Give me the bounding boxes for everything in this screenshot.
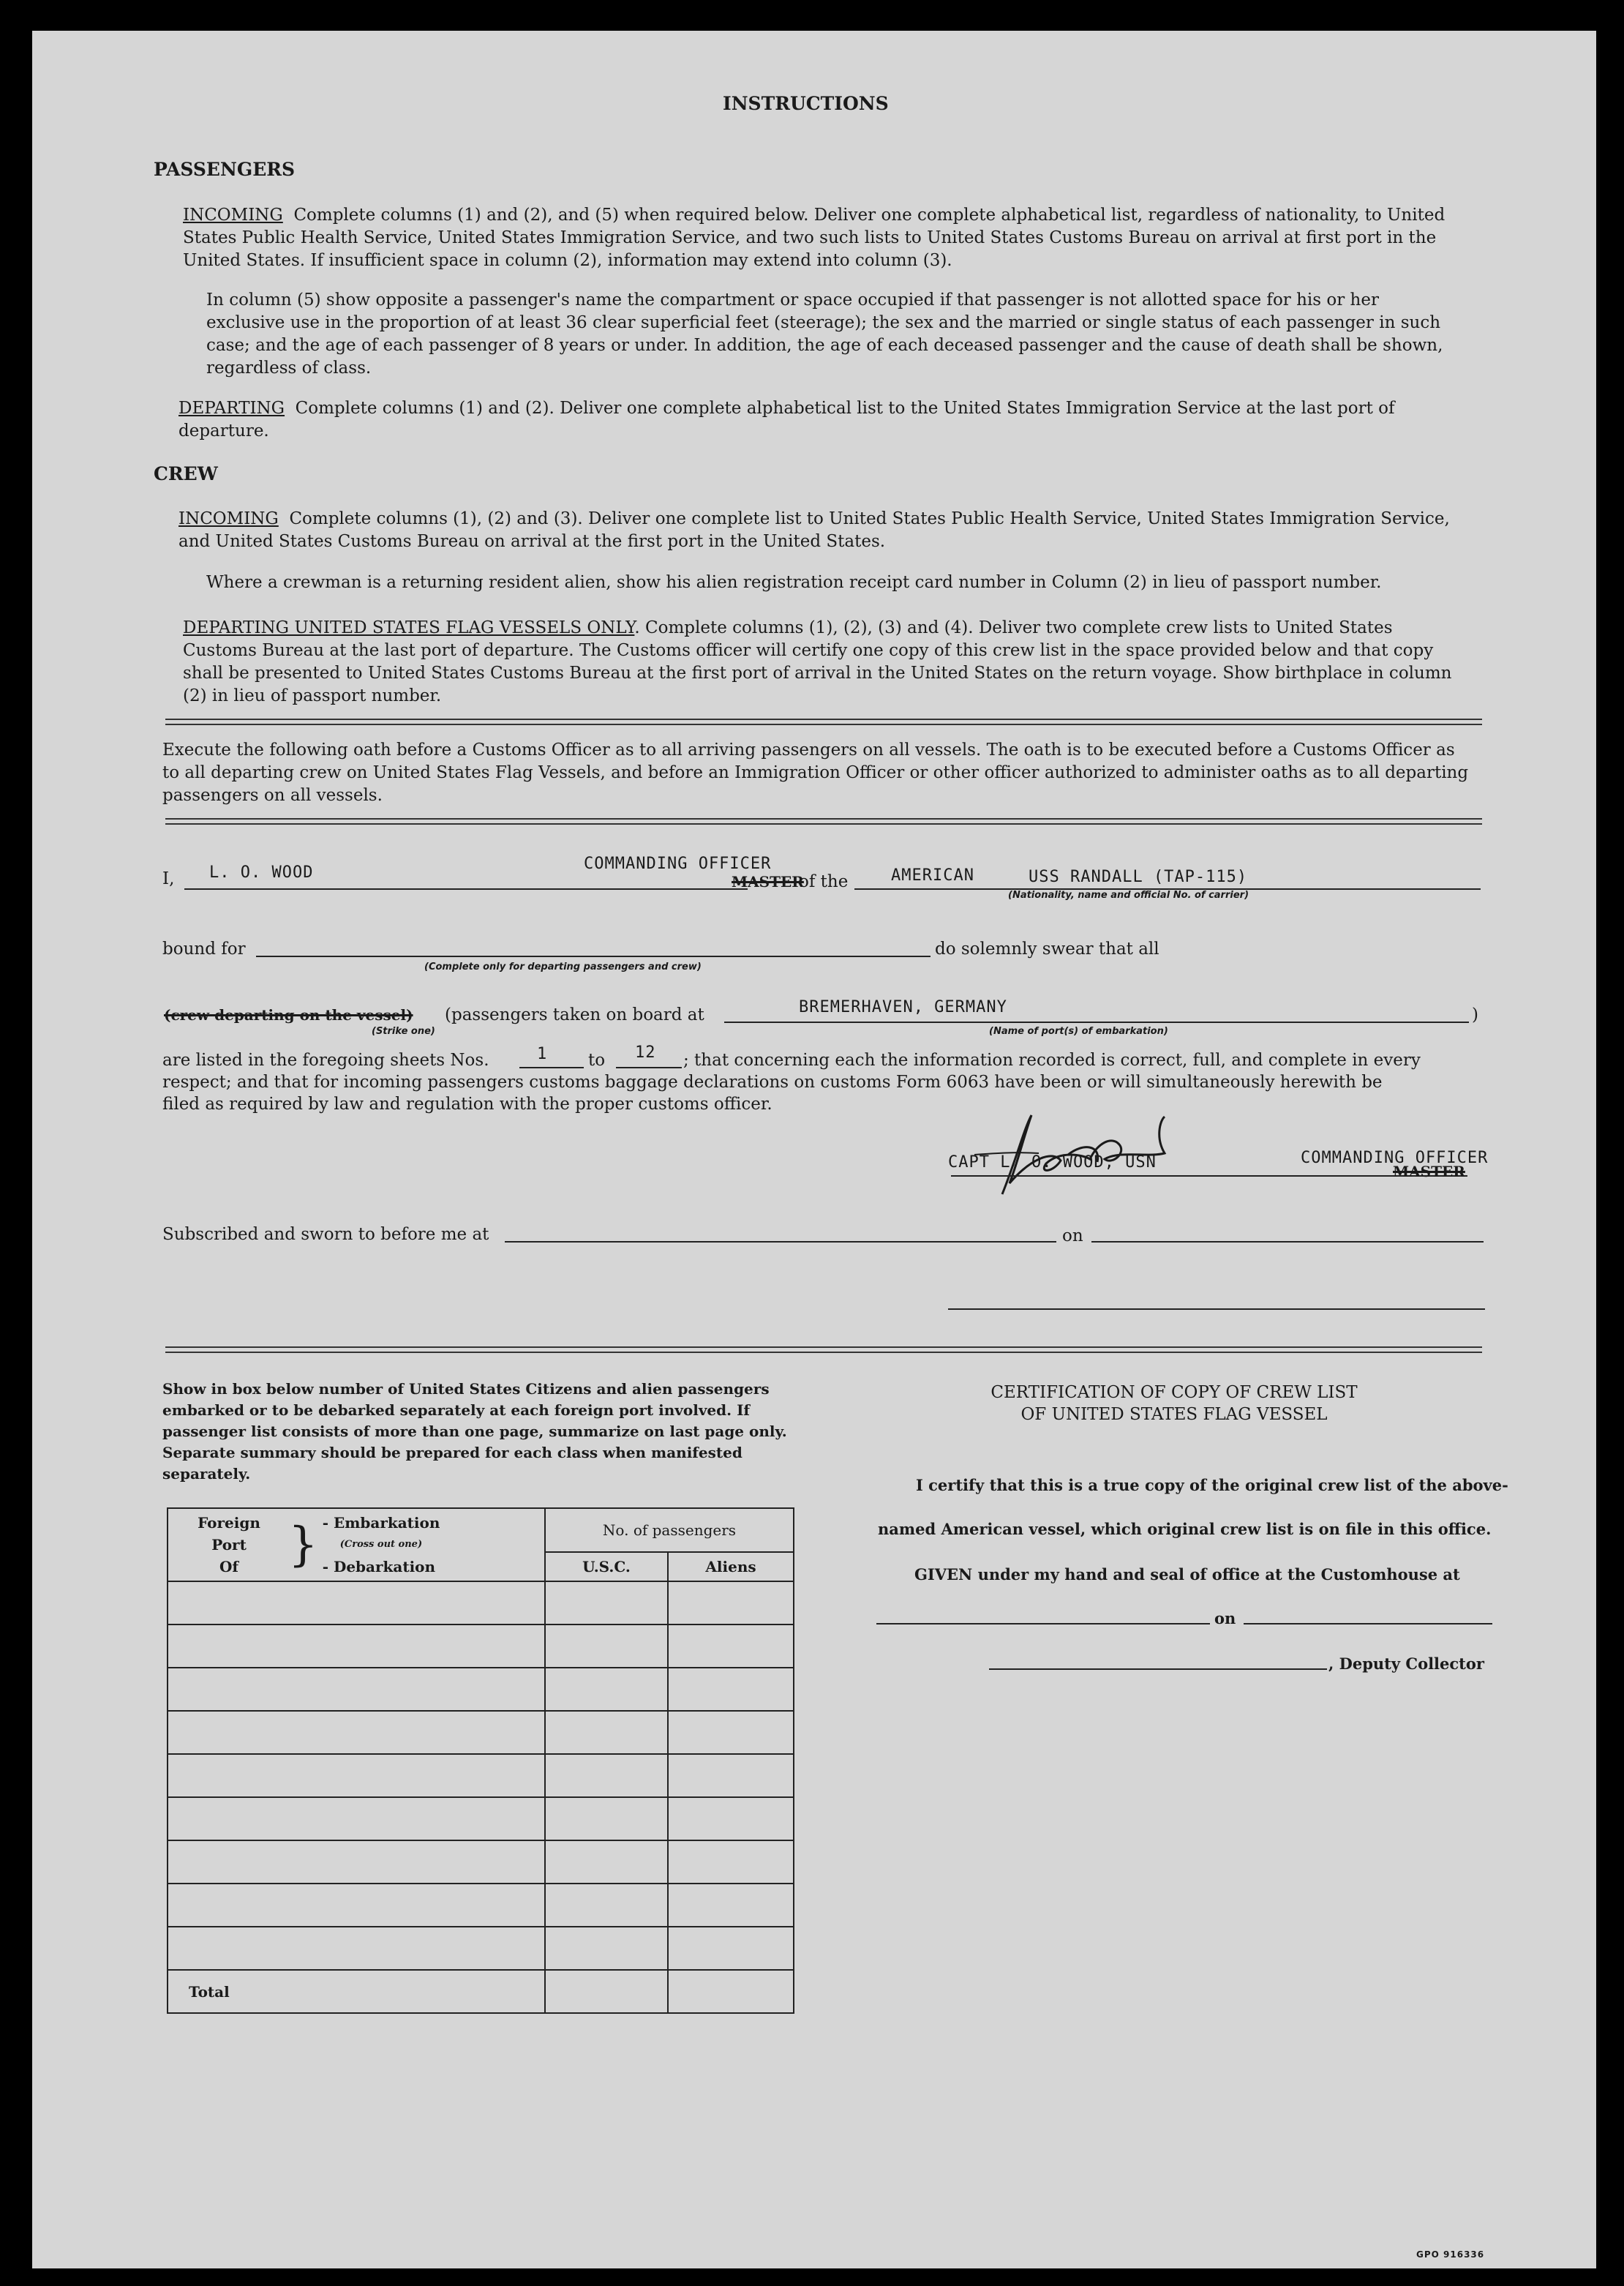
port-cell[interactable] [168, 1581, 545, 1624]
table-row [168, 1840, 794, 1884]
passengers-heading: PASSENGERS [154, 159, 296, 180]
crew-incoming-label: INCOMING [178, 509, 279, 528]
usc-cell[interactable] [545, 1797, 668, 1840]
passengers-incoming-paragraph [183, 204, 1457, 272]
oath-vessel: USS RANDALL (TAP-115) [1029, 868, 1248, 886]
port-cell[interactable] [168, 1884, 545, 1927]
total-usc-cell[interactable] [545, 1970, 668, 2013]
certification-date-line [1244, 1623, 1492, 1624]
aliens-cell[interactable] [668, 1884, 794, 1927]
signature-typed: CAPT L. O. WOOD, USN [948, 1153, 1157, 1172]
oath-name: L. O. WOOD [209, 863, 314, 882]
carrier-caption: (Nationality, name and official No. of carrier) [1008, 890, 1249, 901]
table-row [168, 1581, 794, 1624]
crew-departing-text: . Complete columns (1), (2), (3) and (4). Deliver two complete crew lists to United States Customs Bureau at the last port of departure. The Customs officer will certify one copy of this crew list in the space provided below and that copy shall be presented to United States Customs Bureau at the first port of arrival in the United States on the return voyage. Show birthplace in column (2) in lieu of passport number. [183, 618, 1452, 705]
port-embarkation: BREMERHAVEN, GERMANY [799, 998, 1007, 1016]
oath-title-typed: COMMANDING OFFICER [584, 855, 772, 873]
subscribed-place-line [505, 1241, 1056, 1243]
crew-departing-paragraph [183, 617, 1457, 708]
aliens-cell[interactable] [668, 1754, 794, 1797]
usc-cell[interactable] [545, 1581, 668, 1624]
deputy-collector-line [989, 1668, 1327, 1670]
bound-caption: (Complete only for departing passengers and crew) [424, 962, 702, 973]
usc-header: U.S.C. [545, 1552, 668, 1581]
customhouse-line [876, 1623, 1210, 1624]
subscribed-on-label: on [1062, 1226, 1083, 1245]
sheet-from-line [519, 1067, 584, 1068]
listed-rest-3: filed as required by law and regulation with the proper customs officer. [162, 1095, 772, 1114]
usc-cell[interactable] [545, 1711, 668, 1754]
foreign-label: Foreign [198, 1514, 260, 1532]
usc-cell[interactable] [545, 1668, 668, 1711]
signature-line [951, 1175, 1467, 1177]
sheet-to: 12 [635, 1043, 656, 1062]
crew-heading: CREW [154, 463, 218, 484]
ports-table [167, 1507, 794, 2014]
certification-line-2: named American vessel, which original crew list is on file in this office. [878, 1520, 1492, 1538]
aliens-cell[interactable] [668, 1797, 794, 1840]
aliens-cell[interactable] [668, 1624, 794, 1668]
debarkation-label: - Debarkation [322, 1558, 436, 1575]
subscribed-date-line [1091, 1241, 1484, 1243]
port-cell[interactable] [168, 1624, 545, 1668]
embarkation-label: - Embarkation [322, 1514, 440, 1532]
port-cell[interactable] [168, 1668, 545, 1711]
table-row [168, 1797, 794, 1840]
crew-resident-paragraph: Where a crewman is a returning resident alien, show his alien registration receipt card number in Column (2) in lieu of passport number. [206, 573, 1382, 592]
usc-cell[interactable] [545, 1884, 668, 1927]
swear-text: do solemnly swear that all [935, 940, 1159, 959]
usc-cell[interactable] [545, 1624, 668, 1668]
bound-for-line [256, 956, 931, 957]
certification-title-2: OF UNITED STATES FLAG VESSEL [1020, 1405, 1328, 1424]
no-passengers-header: No. of passengers [545, 1508, 794, 1552]
passengers-departing-label: DEPARTING [178, 399, 285, 418]
listed-prefix: are listed in the foregoing sheets Nos. [162, 1051, 489, 1070]
page-title: INSTRUCTIONS [723, 93, 889, 114]
port-cell[interactable] [168, 1840, 545, 1884]
strike-caption: (Strike one) [372, 1026, 435, 1037]
port-cell[interactable] [168, 1927, 545, 1970]
port-caption: (Name of port(s) of embarkation) [989, 1026, 1168, 1037]
oath-of-the: of the [799, 872, 849, 891]
sheet-from: 1 [537, 1045, 548, 1063]
oath-intro: Execute the following oath before a Customs Officer as to all arriving passengers on all vessels. The oath is to be executed before a Customs Officer as to all departing crew on United States Flag Vessels, and before an Immigration Officer or other officer authorized to administer oaths as to all departing passengers on all vessels. [162, 741, 1469, 805]
aliens-cell[interactable] [668, 1927, 794, 1970]
signer-title: COMMANDING OFFICER [1301, 1149, 1489, 1167]
passengers-column5-paragraph: In column (5) show opposite a passenger's name the compartment or space occupied if that passenger is not allotted space for his or her exclusive use in the proportion of at least 36 clear superficial feet (steerage); the sex and the married or single status of each passenger in such case; and the age of each passenger of 8 years or under. In addition, the age of each deceased passenger and the cause of death shall be shown, regardless of class. [206, 291, 1443, 378]
signer-master-struck: MASTER [1393, 1163, 1465, 1180]
section-divider [165, 1346, 1482, 1353]
aliens-cell[interactable] [668, 1581, 794, 1624]
usc-cell[interactable] [545, 1754, 668, 1797]
section-divider [165, 818, 1482, 825]
embarkation-line [724, 1022, 1469, 1023]
usc-cell[interactable] [545, 1927, 668, 1970]
aliens-header: Aliens [668, 1552, 794, 1581]
port-cell[interactable] [168, 1711, 545, 1754]
table-row [168, 1668, 794, 1711]
port-cell[interactable] [168, 1754, 545, 1797]
crew-incoming-paragraph [178, 508, 1460, 553]
certification-line-1: I certify that this is a true copy of the original crew list of the above- [916, 1476, 1508, 1494]
summary-note: Show in box below number of United States Citizens and alien passengers embarked or to be debarked separately at each foreign port involved. If passenger list consists of more than one page, summarize on last page only. Separate summary should be prepared for each class when manifested separately. [162, 1380, 787, 1483]
passengers-incoming-text: Complete columns (1) and (2), and (5) when required below. Deliver one complete alphabetical list, regardless of nationality, to United States Public Health Service, United States Immigration Service, and two such lists to United States Customs Bureau on arrival at first port in the United States. If insufficient space in column (2), information may extend into column (3). [183, 206, 1446, 270]
footer-code: GPO 916336 [1416, 2249, 1485, 2260]
aliens-cell[interactable] [668, 1668, 794, 1711]
listed-rest-1: ; that concerning each the information recorded is correct, full, and complete in every [683, 1051, 1421, 1070]
to-label: to [588, 1051, 606, 1070]
crew-departing-label: DEPARTING UNITED STATES FLAG VESSELS ONLY [183, 618, 635, 637]
struck-crew-option: (crew departing on the vessel) [164, 1006, 413, 1024]
table-row [168, 1927, 794, 1970]
total-row [168, 1970, 794, 2013]
of-label: Of [219, 1558, 239, 1575]
listed-rest-2: respect; and that for incoming passengers customs baggage declarations on customs Form 6063 have been or will simultaneously herewith be [162, 1073, 1383, 1092]
crew-incoming-text: Complete columns (1), (2) and (3). Deliver one complete list to United States Public Health Service, United States Immigration Service, and United States Customs Bureau on arrival at the first port in the United States. [178, 509, 1450, 551]
passengers-departing-text: Complete columns (1) and (2). Deliver one complete alphabetical list to the United States Immigration Service at the last port of departure. [178, 399, 1395, 441]
oath-master-struck: MASTER [732, 873, 804, 891]
usc-cell[interactable] [545, 1840, 668, 1884]
certification-title-1: CERTIFICATION OF COPY OF CREW LIST [990, 1383, 1358, 1402]
port-header-cell: Foreign Port Of } - Embarkation (Cross out one) - Debarkation [168, 1508, 545, 1581]
table-row [168, 1754, 794, 1797]
port-cell[interactable] [168, 1797, 545, 1840]
sheet-to-line [616, 1067, 682, 1068]
passengers-incoming-label: INCOMING [183, 206, 283, 225]
handwritten-signature [973, 1106, 1222, 1202]
total-label: Total [168, 1970, 545, 2013]
table-row [168, 1624, 794, 1668]
subscribed-label: Subscribed and sworn to before me at [162, 1225, 489, 1244]
oath-i-label: I, [162, 869, 175, 888]
close-paren: ) [1472, 1005, 1478, 1024]
table-row [168, 1884, 794, 1927]
port-label: Port [211, 1536, 247, 1554]
deputy-collector-label: , Deputy Collector [1328, 1654, 1484, 1673]
aliens-cell[interactable] [668, 1840, 794, 1884]
oath-nationality: AMERICAN [891, 866, 974, 885]
aliens-cell[interactable] [668, 1711, 794, 1754]
bound-for-label: bound for [162, 940, 246, 959]
section-divider [165, 719, 1482, 725]
table-row [168, 1711, 794, 1754]
passengers-taken-label: (passengers taken on board at [445, 1005, 704, 1024]
officer-signature-line [948, 1308, 1485, 1310]
total-aliens-cell[interactable] [668, 1970, 794, 2013]
passengers-departing-paragraph [178, 397, 1460, 443]
name-line [184, 888, 748, 890]
certification-line-3: GIVEN under my hand and seal of office at the Customhouse at [914, 1565, 1460, 1584]
cross-out-label: (Cross out one) [339, 1539, 423, 1550]
certification-on-label: on [1214, 1609, 1236, 1627]
